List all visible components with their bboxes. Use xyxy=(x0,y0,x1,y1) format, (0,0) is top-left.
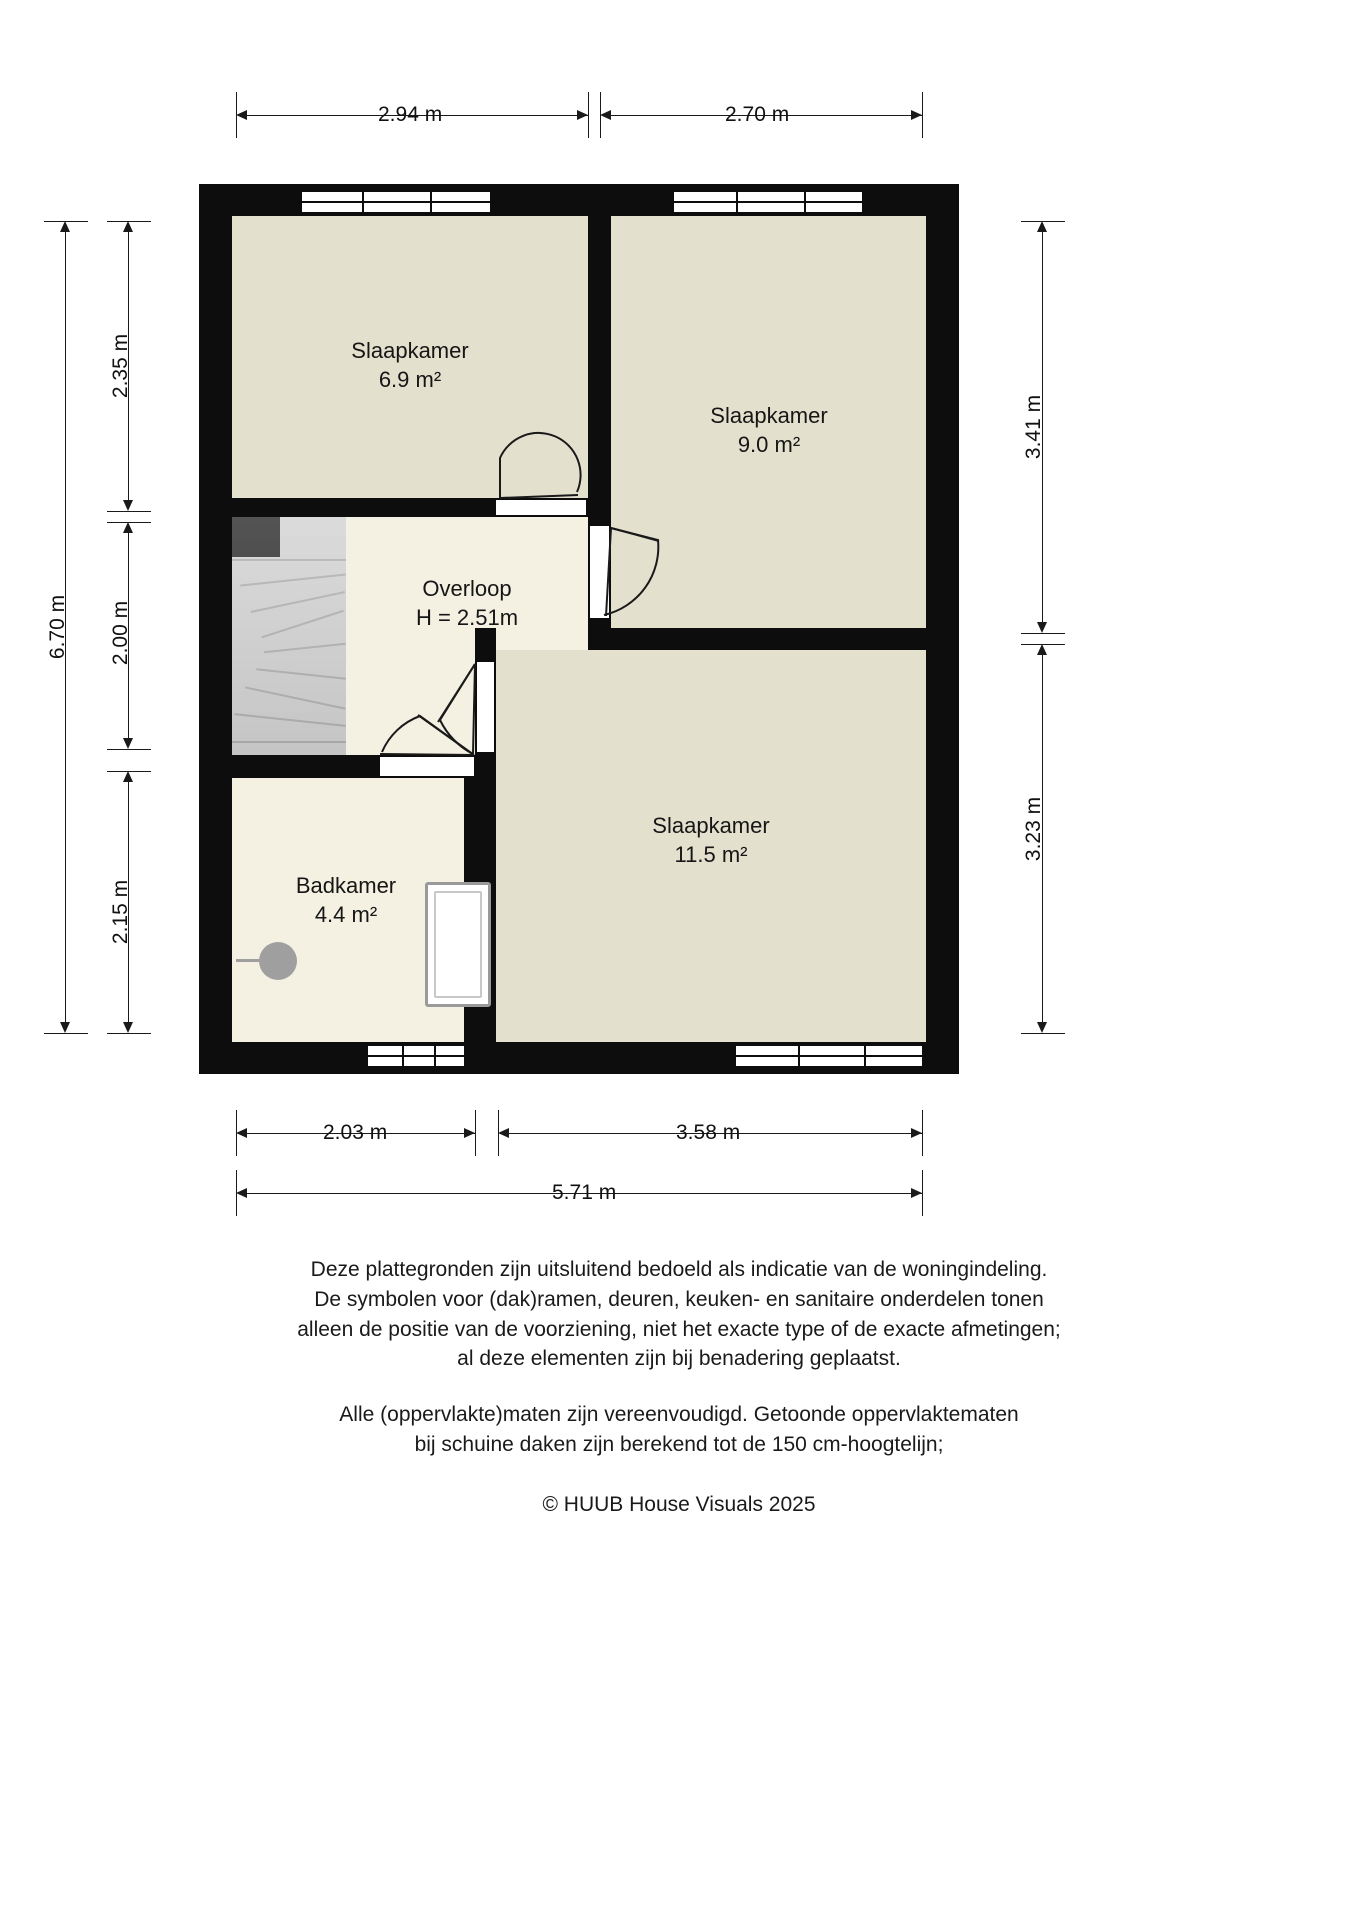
window-mullion xyxy=(864,1046,866,1066)
window-mullion xyxy=(798,1046,800,1066)
door-opening-bedroom2 xyxy=(588,524,611,620)
dim-label-left-1: 2.35 m xyxy=(109,333,133,399)
room-name: Slaapkamer xyxy=(710,403,828,428)
door-opening-badkamer xyxy=(378,755,476,778)
footer-spacer-2 xyxy=(0,1460,1358,1490)
window-mullion xyxy=(736,192,738,212)
dim-label-bottom-1: 2.03 m xyxy=(323,1121,388,1144)
room-area: 11.5 m² xyxy=(674,842,748,868)
window-mullion xyxy=(362,192,364,212)
window-top-right xyxy=(672,190,864,214)
room-label-slaapkamer-3 xyxy=(611,811,811,869)
staircase xyxy=(232,517,346,755)
window-mullion xyxy=(434,1046,436,1066)
dim-label-top-2: 2.70 m xyxy=(725,103,790,126)
copyright-line: © HUUB House Visuals 2025 xyxy=(542,1492,816,1516)
sink-pipe xyxy=(236,959,262,962)
wall-horizontal-bedroom2-bedroom3 xyxy=(588,628,926,650)
window-mullion xyxy=(804,192,806,212)
disclaimer-line-3: alleen de positie van de voorziening, niet het exacte type of de exacte afmetingen; xyxy=(297,1317,1061,1341)
room-name: Badkamer xyxy=(295,873,397,898)
room-name: Slaapkamer xyxy=(351,338,469,363)
dim-label-bottom-overall: 5.71 m xyxy=(552,1181,617,1204)
dim-label-left-2: 2.00 m xyxy=(109,600,133,666)
window-mullion xyxy=(430,192,432,212)
room-area: 6.9 m² xyxy=(378,367,442,393)
disclaimer-line-2: De symbolen voor (dak)ramen, deuren, keuken- en sanitaire onderdelen tonen xyxy=(314,1287,1044,1311)
room-label-badkamer xyxy=(246,871,446,929)
measures-line-1: Alle (oppervlakte)maten zijn vereenvoudigd. Getoonde oppervlaktematen xyxy=(339,1403,1019,1427)
room-area: H = 2.51m xyxy=(415,605,519,631)
stair-shading xyxy=(232,517,346,755)
room-area: 9.0 m² xyxy=(737,432,801,458)
disclaimer-line-1: Deze plattegronden zijn uitsluitend bedoeld als indicatie van de woningindeling. xyxy=(310,1258,1048,1281)
door-opening-bedroom1 xyxy=(494,498,588,517)
dim-label-bottom-2: 3.58 m xyxy=(676,1121,741,1144)
window-bottom-right xyxy=(734,1044,924,1068)
dim-label-top-1: 2.94 m xyxy=(378,103,443,126)
disclaimer-line-4: al deze elementen zijn bij benadering geplaatst. xyxy=(457,1347,901,1371)
window-top-left xyxy=(300,190,492,214)
window-bottom-left xyxy=(366,1044,466,1068)
dim-label-right-1: 3.41 m xyxy=(1022,394,1046,460)
room-label-overloop xyxy=(367,574,567,632)
footer-spacer-1 xyxy=(0,1374,1358,1400)
footer-notes xyxy=(0,1255,1358,1520)
room-name: Overloop xyxy=(422,576,512,601)
room-label-slaapkamer-2 xyxy=(669,401,869,459)
room-name: Slaapkamer xyxy=(652,813,770,838)
dim-label-right-2: 3.23 m xyxy=(1022,796,1046,862)
room-label-slaapkamer-1 xyxy=(310,336,510,394)
room-area: 4.4 m² xyxy=(314,902,378,928)
sink-fixture xyxy=(259,942,297,980)
dim-label-left-3: 2.15 m xyxy=(109,879,133,945)
door-opening-bedroom3 xyxy=(475,660,496,754)
measures-line-2: bij schuine daken zijn berekend tot de 150 cm-hoogtelijn; xyxy=(414,1433,944,1457)
window-mullion xyxy=(402,1046,404,1066)
dim-label-left-outer: 6.70 m xyxy=(46,594,70,660)
